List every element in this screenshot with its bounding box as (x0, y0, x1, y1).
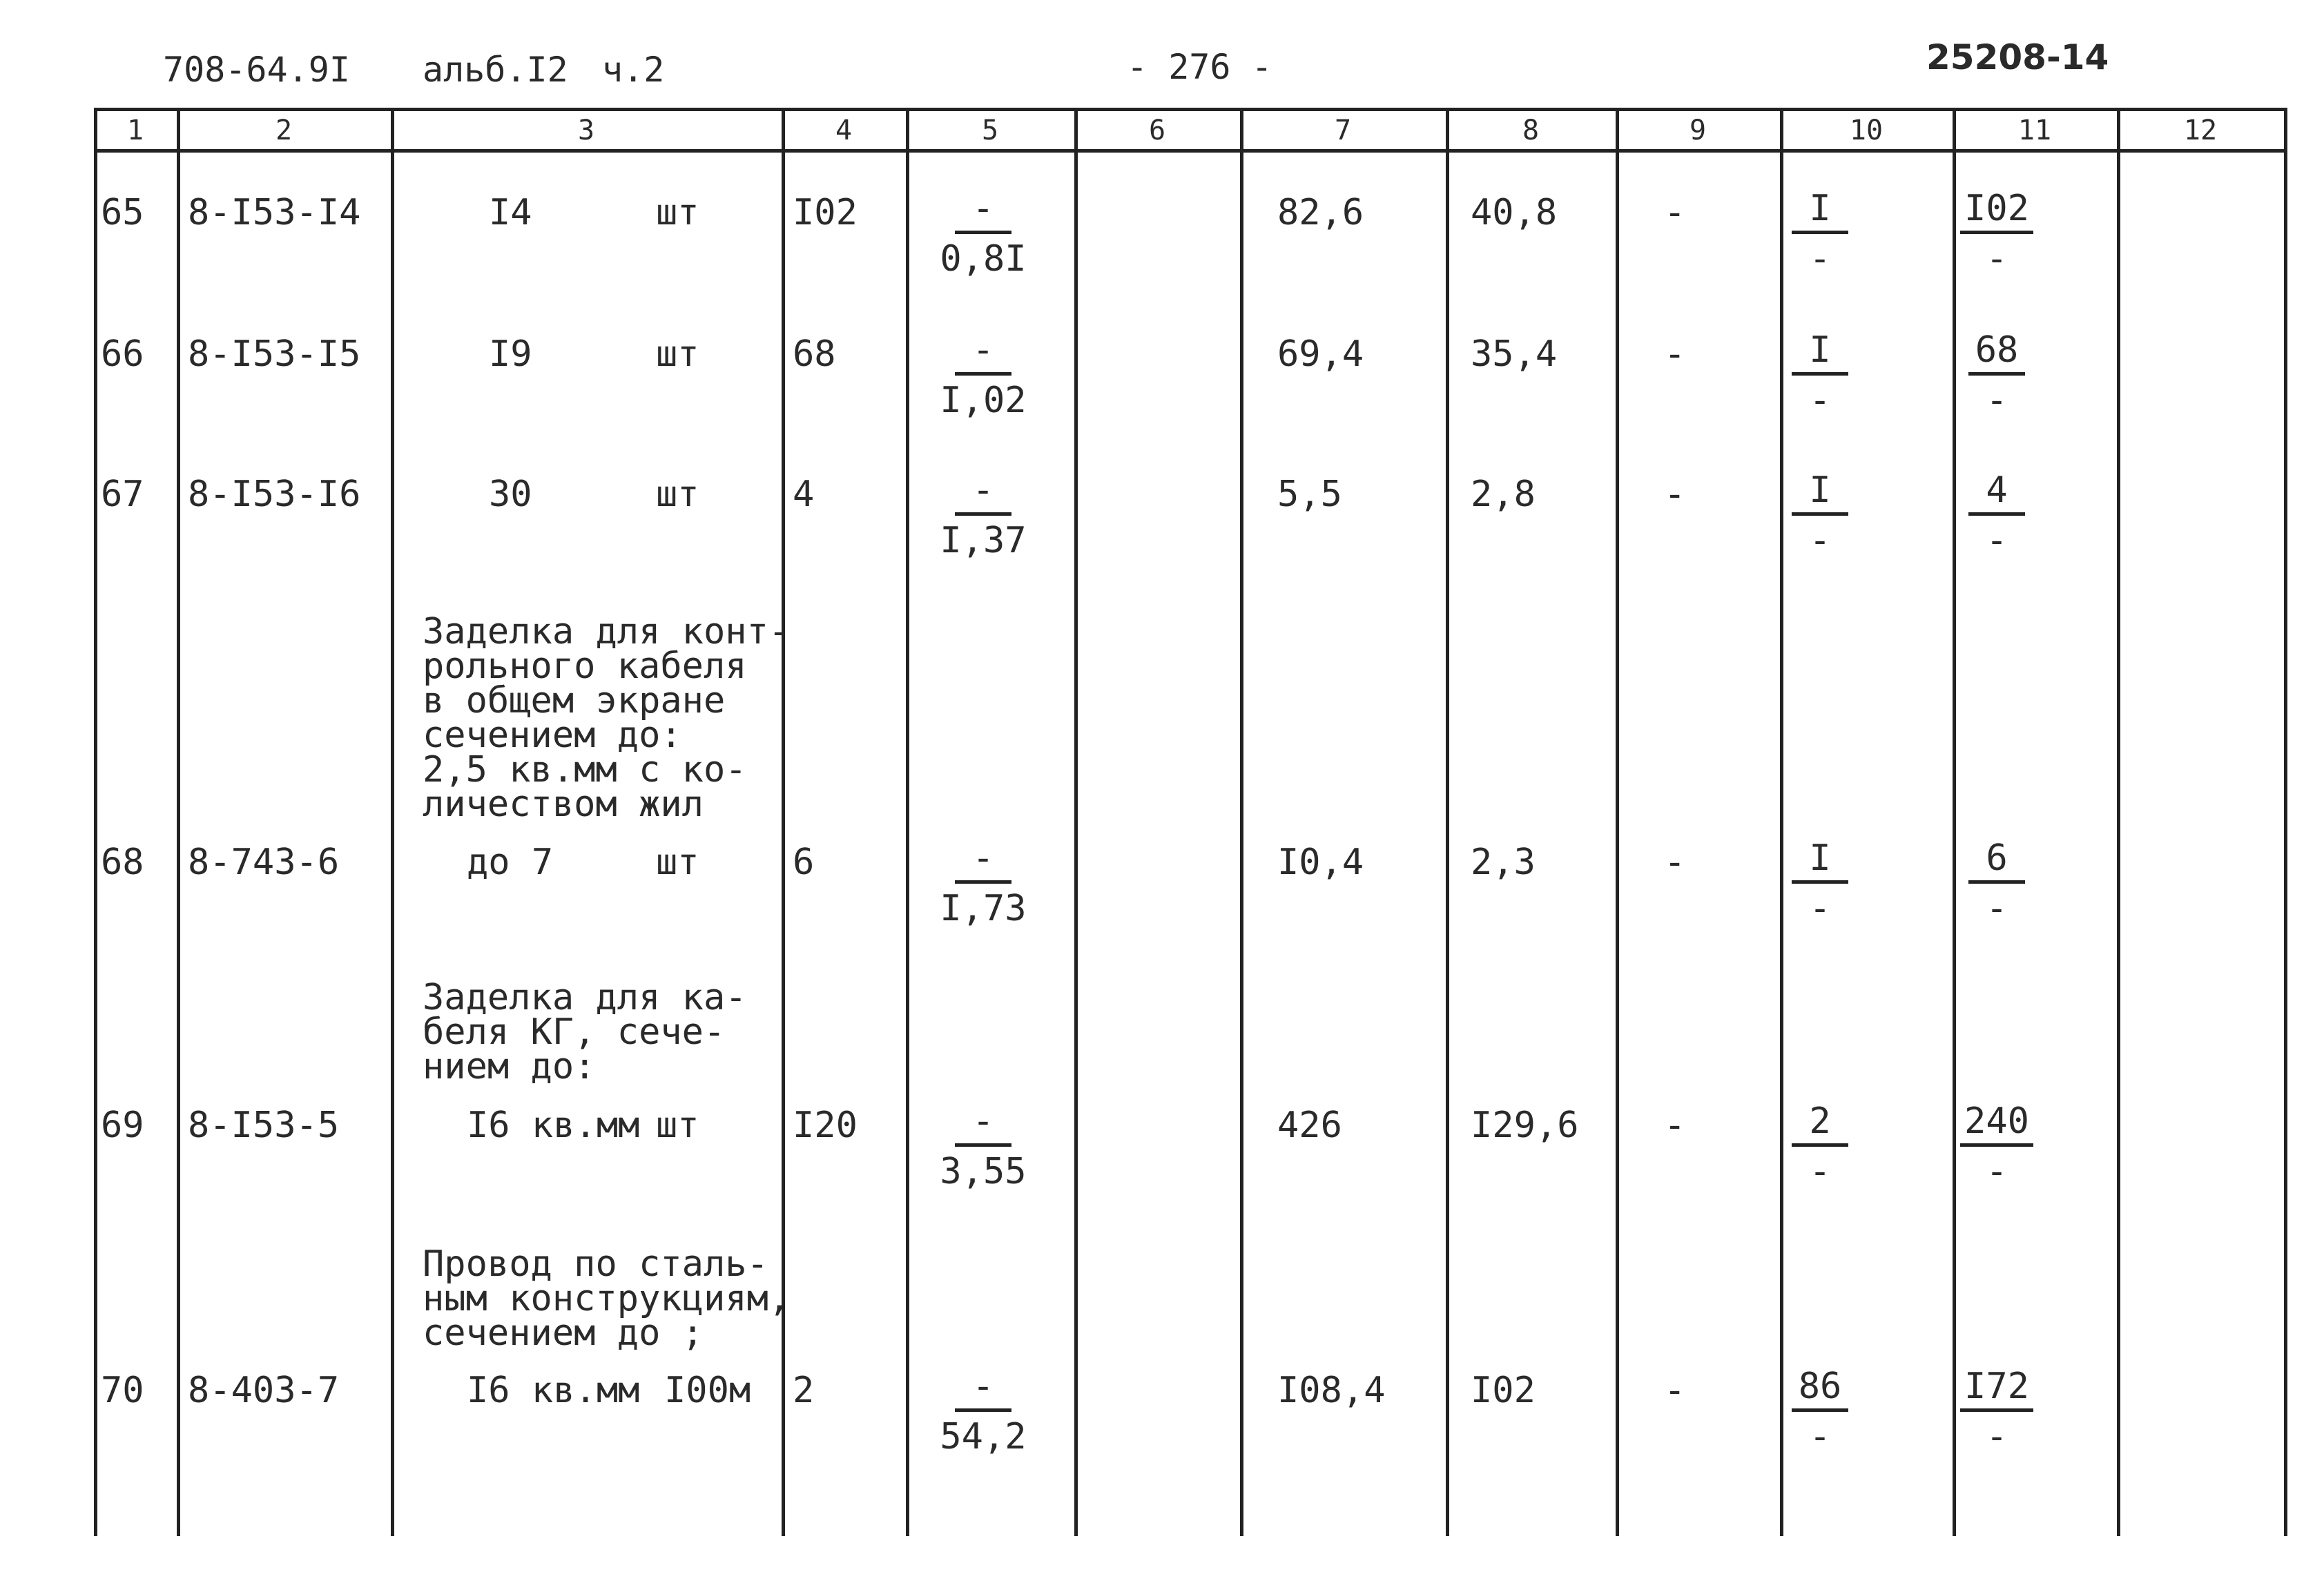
col9-value: - (1664, 842, 1686, 883)
col10-fraction-numerator: 86 (1792, 1368, 1848, 1412)
quantity: I02 (793, 192, 858, 233)
row-number: 65 (101, 192, 144, 233)
unit-cost-fraction-numerator: - (955, 332, 1011, 376)
column-divider (94, 108, 97, 1536)
col7-value: 426 (1277, 1105, 1342, 1146)
row-number: 67 (101, 474, 144, 515)
col9-value: - (1664, 474, 1686, 515)
archive-stamp: 25208-14 (1926, 37, 2109, 77)
col11-fraction-denominator: - (1986, 1416, 2008, 1457)
column-divider (2284, 108, 2287, 1536)
col7-value: 69,4 (1277, 333, 1364, 375)
col11-fraction (1928, 469, 2066, 561)
col11-fraction-numerator: 68 (1968, 332, 2025, 376)
row-number: 70 (101, 1370, 144, 1411)
quantity: 4 (793, 474, 815, 515)
col8-value: 2,8 (1471, 474, 1536, 515)
rate-code: 8-743-6 (188, 842, 340, 883)
col10-fraction (1751, 1368, 1889, 1455)
column-number: 12 (2183, 115, 2218, 146)
rate-code: 8-I53-I4 (188, 192, 361, 233)
col11-fraction (1928, 837, 2066, 929)
col8-value: 2,3 (1471, 842, 1536, 883)
column-divider (1780, 108, 1783, 1536)
item-size: I9 (489, 333, 532, 375)
work-description: Заделка для ка- беля КГ, сече- нием до: (423, 977, 747, 1087)
col10-fraction-numerator: I (1792, 332, 1848, 376)
unit-cost-fraction (914, 188, 1052, 280)
column-number: 9 (1689, 115, 1707, 146)
rate-code: 8-I53-I5 (188, 333, 361, 375)
col10-fraction-denominator: - (1809, 1416, 1831, 1457)
unit-cost-fraction-denominator: I,02 (940, 380, 1027, 421)
col10-fraction (1751, 837, 1889, 929)
item-size: I6 кв.мм (467, 1105, 640, 1146)
unit-of-measure: шт (656, 474, 699, 515)
unit-cost-fraction (914, 329, 1052, 421)
col9-value: - (1664, 333, 1686, 375)
col8-value: 35,4 (1471, 333, 1558, 375)
unit-of-measure: шт (656, 192, 699, 233)
quantity: 68 (793, 333, 836, 375)
col11-fraction-denominator: - (1986, 520, 2008, 561)
unit-cost-fraction-denominator: 54,2 (940, 1416, 1027, 1457)
col9-value: - (1664, 1105, 1686, 1146)
col10-fraction-denominator: - (1809, 238, 1831, 280)
column-divider (1240, 108, 1243, 1536)
column-divider (2117, 108, 2120, 1536)
column-divider (1074, 108, 1078, 1536)
col11-fraction (1928, 329, 2066, 421)
unit-cost-fraction-numerator: - (955, 840, 1011, 884)
column-number: 10 (1849, 115, 1884, 146)
col9-value: - (1664, 192, 1686, 233)
col11-fraction-denominator: - (1986, 1151, 2008, 1192)
unit-cost-fraction (914, 1103, 1052, 1190)
row-number: 68 (101, 842, 144, 883)
col9-value: - (1664, 1370, 1686, 1411)
unit-of-measure: I00м (664, 1370, 751, 1411)
col11-fraction-denominator: - (1986, 888, 2008, 929)
col11-fraction-denominator: - (1986, 380, 2008, 421)
col11-fraction-numerator: 240 (1960, 1103, 2033, 1147)
col11-fraction (1928, 188, 2066, 280)
column-divider (906, 108, 909, 1536)
column-number: 7 (1334, 115, 1352, 146)
column-divider (1446, 108, 1449, 1536)
unit-cost-fraction-numerator: - (955, 191, 1011, 234)
col10-fraction-denominator: - (1809, 1151, 1831, 1192)
col11-fraction-numerator: I02 (1960, 191, 2033, 234)
row-number: 66 (101, 333, 144, 375)
quantity: 2 (793, 1370, 815, 1411)
unit-cost-fraction (914, 1368, 1052, 1455)
column-number: 3 (577, 115, 595, 146)
column-divider (391, 108, 394, 1536)
column-divider (1953, 108, 1956, 1536)
column-number: 2 (275, 115, 293, 146)
part-number: ч.2 (602, 50, 665, 90)
col7-value: I08,4 (1277, 1370, 1386, 1411)
col10-fraction (1751, 469, 1889, 561)
col10-fraction-numerator: I (1792, 472, 1848, 516)
unit-cost-fraction-denominator: I,37 (940, 520, 1027, 561)
row-number: 69 (101, 1105, 144, 1146)
unit-cost-fraction-denominator: 0,8I (940, 238, 1027, 280)
unit-cost-fraction-denominator: 3,55 (940, 1151, 1027, 1192)
column-number: 1 (126, 115, 144, 146)
column-number: 11 (2017, 115, 2052, 146)
unit-cost-fraction-denominator: I,73 (940, 888, 1027, 929)
col7-value: 5,5 (1277, 474, 1342, 515)
rate-code: 8-I53-I6 (188, 474, 361, 515)
col7-value: 82,6 (1277, 192, 1364, 233)
unit-of-measure: шт (656, 842, 699, 883)
column-divider (1616, 108, 1619, 1536)
col11-fraction (1928, 1103, 2066, 1190)
unit-of-measure: шт (656, 1105, 699, 1146)
document-code: 708-64.9I (163, 50, 350, 90)
col7-value: I0,4 (1277, 842, 1364, 883)
column-number: 4 (835, 115, 853, 146)
col10-fraction-denominator: - (1809, 888, 1831, 929)
item-size: I6 кв.мм (467, 1370, 640, 1411)
col10-fraction-numerator: I (1792, 191, 1848, 234)
quantity: I20 (793, 1105, 858, 1146)
col10-fraction (1751, 329, 1889, 421)
col10-fraction-numerator: I (1792, 840, 1848, 884)
page-number: - 276 - (1127, 47, 1272, 87)
col10-fraction-denominator: - (1809, 380, 1831, 421)
col10-fraction-numerator: 2 (1792, 1103, 1848, 1147)
column-number: 8 (1522, 115, 1540, 146)
unit-cost-fraction (914, 469, 1052, 561)
col8-value: I29,6 (1471, 1105, 1579, 1146)
col8-value: I02 (1471, 1370, 1536, 1411)
quantity: 6 (793, 842, 815, 883)
unit-cost-fraction-numerator: - (955, 472, 1011, 516)
col11-fraction (1928, 1368, 2066, 1455)
item-size: I4 (489, 192, 532, 233)
rate-code: 8-I53-5 (188, 1105, 340, 1146)
unit-cost-fraction-numerator: - (955, 1368, 1011, 1412)
column-number: 5 (981, 115, 999, 146)
album-number: альб.I2 (423, 50, 568, 90)
item-size: до 7 (467, 842, 554, 883)
col11-fraction-numerator: 4 (1968, 472, 2025, 516)
col11-fraction-numerator: I72 (1960, 1368, 2033, 1412)
col11-fraction-denominator: - (1986, 238, 2008, 280)
unit-cost-fraction (914, 837, 1052, 929)
col10-fraction (1751, 1103, 1889, 1190)
col11-fraction-numerator: 6 (1968, 840, 2025, 884)
col8-value: 40,8 (1471, 192, 1558, 233)
column-number: 6 (1148, 115, 1166, 146)
item-size: 30 (489, 474, 532, 515)
col10-fraction (1751, 188, 1889, 280)
unit-cost-fraction-numerator: - (955, 1103, 1011, 1147)
rate-code: 8-403-7 (188, 1370, 340, 1411)
work-description: Провод по сталь- ным конструкциям, сечением до ; (423, 1243, 791, 1354)
work-description: Заделка для конт- рольного кабеля в общем экране сечением до: 2,5 кв.мм с ко- личеством жил (423, 611, 791, 825)
column-divider (177, 108, 180, 1536)
col10-fraction-denominator: - (1809, 520, 1831, 561)
unit-of-measure: шт (656, 333, 699, 375)
